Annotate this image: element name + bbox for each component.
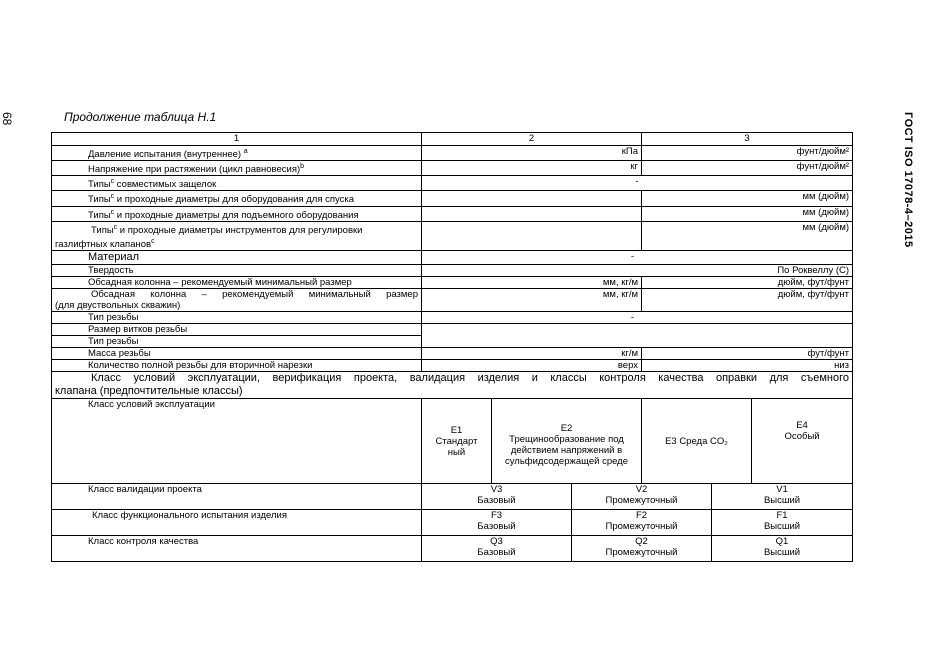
table-row [52,336,853,348]
hardness-value: По Роквеллу (С) [422,265,853,277]
table-caption: Продолжение таблица Н.1 [64,110,217,124]
thread-mass-label: Масса резьбы [52,348,422,360]
service-class-e3: E3 Среда CO₂ [642,399,752,484]
table-row [52,251,853,265]
row-unit-si [422,206,642,221]
functional-class-row [52,510,853,536]
row-unit-imperial: фунт/дюйм² [642,161,853,176]
table-row [52,221,853,250]
service-class-e2: E2 Трещинообразование под действием напряжений в сульфидсодержащей среде [492,399,642,484]
validation-class-label: Класс валидации проекта [52,484,422,510]
row-label: Типы$^c$ и проходные диаметры инструментов для регулировки газлифтных клапанов$^c$ [52,221,422,250]
casing-dual-unit-imperial: дюйм, фут/фунт [642,289,853,312]
table-row [52,348,853,360]
service-class-e1: E1 Стандарт ный [422,399,492,484]
table-row [52,206,853,221]
table-row [52,191,853,206]
row-unit-si: кПа [422,146,642,161]
quality-class-label: Класс контроля качества [52,536,422,562]
validation-class-row [52,484,853,510]
table-row [52,312,853,324]
thread-mass-unit-imperial: фут/фунт [642,348,853,360]
header-col-2: 2 [422,133,642,146]
row-unit-imperial: мм (дюйм) [642,191,853,206]
hardness-label: Твердость [52,265,422,277]
functional-class-f1: F1 Высший [712,510,853,536]
casing-dual-label: Обсадная колонна – рекомендуемый минимальный размер (для двуствольных скважин) [52,289,422,312]
functional-class-f3: F3 Базовый [422,510,572,536]
material-label: Материал [52,251,422,265]
row-unit-si [422,191,642,206]
casing-label: Обсадная колонна – рекомендуемый минимальный размер [52,277,422,289]
quality-class-q2: Q2 Промежуточный [572,536,712,562]
validation-class-v1: V1 Высший [712,484,853,510]
table-row [52,146,853,161]
thread-type-value: - [422,312,853,324]
thread-type-label: Тип резьбы [52,312,422,324]
table-header-row [52,133,853,146]
table-row [52,161,853,176]
thread-count-label: Количество полной резьбы для вторичной нарезки [52,360,422,372]
row-unit-si [422,221,642,250]
section-title-row [52,372,853,399]
row-label: Типы$^c$ совместимых защелок [52,176,422,191]
thread-pitch-label: Размер витков резьбы [52,324,422,336]
thread-count-top: верх [422,360,642,372]
specification-table [51,132,853,562]
service-class-row [52,399,853,484]
section-title: Класс условий эксплуатации, верификация проекта, валидация изделия и классы контроля качества оправки для съемного клапана (предпочтительные классы) [52,372,853,399]
row-label: Напряжение при растяжении (цикл равновесия)$^b$ [52,161,422,176]
quality-class-q1: Q1 Высший [712,536,853,562]
table-row [52,360,853,372]
quality-class-row [52,536,853,562]
document-title-vertical: ГОСТ ISO 17078-4–2015 [902,112,914,248]
service-class-label: Класс условий эксплуатации [52,399,422,484]
functional-class-f2: F2 Промежуточный [572,510,712,536]
table-row [52,324,853,336]
quality-class-q3: Q3 Базовый [422,536,572,562]
table-row [52,265,853,277]
casing-dual-unit-si: мм, кг/м [422,289,642,312]
row-label: Типы$^c$ и проходные диаметры для оборудования для спуска [52,191,422,206]
row-unit-imperial: фунт/дюйм² [642,146,853,161]
page-number: 68 [0,112,14,126]
thread-pitch-value [422,324,853,336]
row-label: Давление испытания (внутреннее) $^a$ [52,146,422,161]
row-merged-value: - [422,176,853,191]
thread-count-bottom: низ [642,360,853,372]
header-col-1: 1 [52,133,422,146]
functional-class-label: Класс функционального испытания изделия [52,510,422,536]
row-unit-si: кг [422,161,642,176]
material-value: - [422,251,853,265]
casing-unit-si: мм, кг/м [422,277,642,289]
table-row [52,176,853,191]
validation-class-v2: V2 Промежуточный [572,484,712,510]
thread-type2-value [422,336,853,348]
thread-mass-unit-si: кг/м [422,348,642,360]
service-class-e4: E4 Особый [752,399,853,484]
row-unit-imperial: мм (дюйм) [642,221,853,250]
table-row [52,289,853,312]
thread-type2-label: Тип резьбы [52,336,422,348]
validation-class-v3: V3 Базовый [422,484,572,510]
row-label: Типы$^c$ и проходные диаметры для подъемного оборудования [52,206,422,221]
table-row [52,277,853,289]
row-unit-imperial: мм (дюйм) [642,206,853,221]
header-col-3: 3 [642,133,853,146]
casing-unit-imperial: дюйм, фут/фунт [642,277,853,289]
